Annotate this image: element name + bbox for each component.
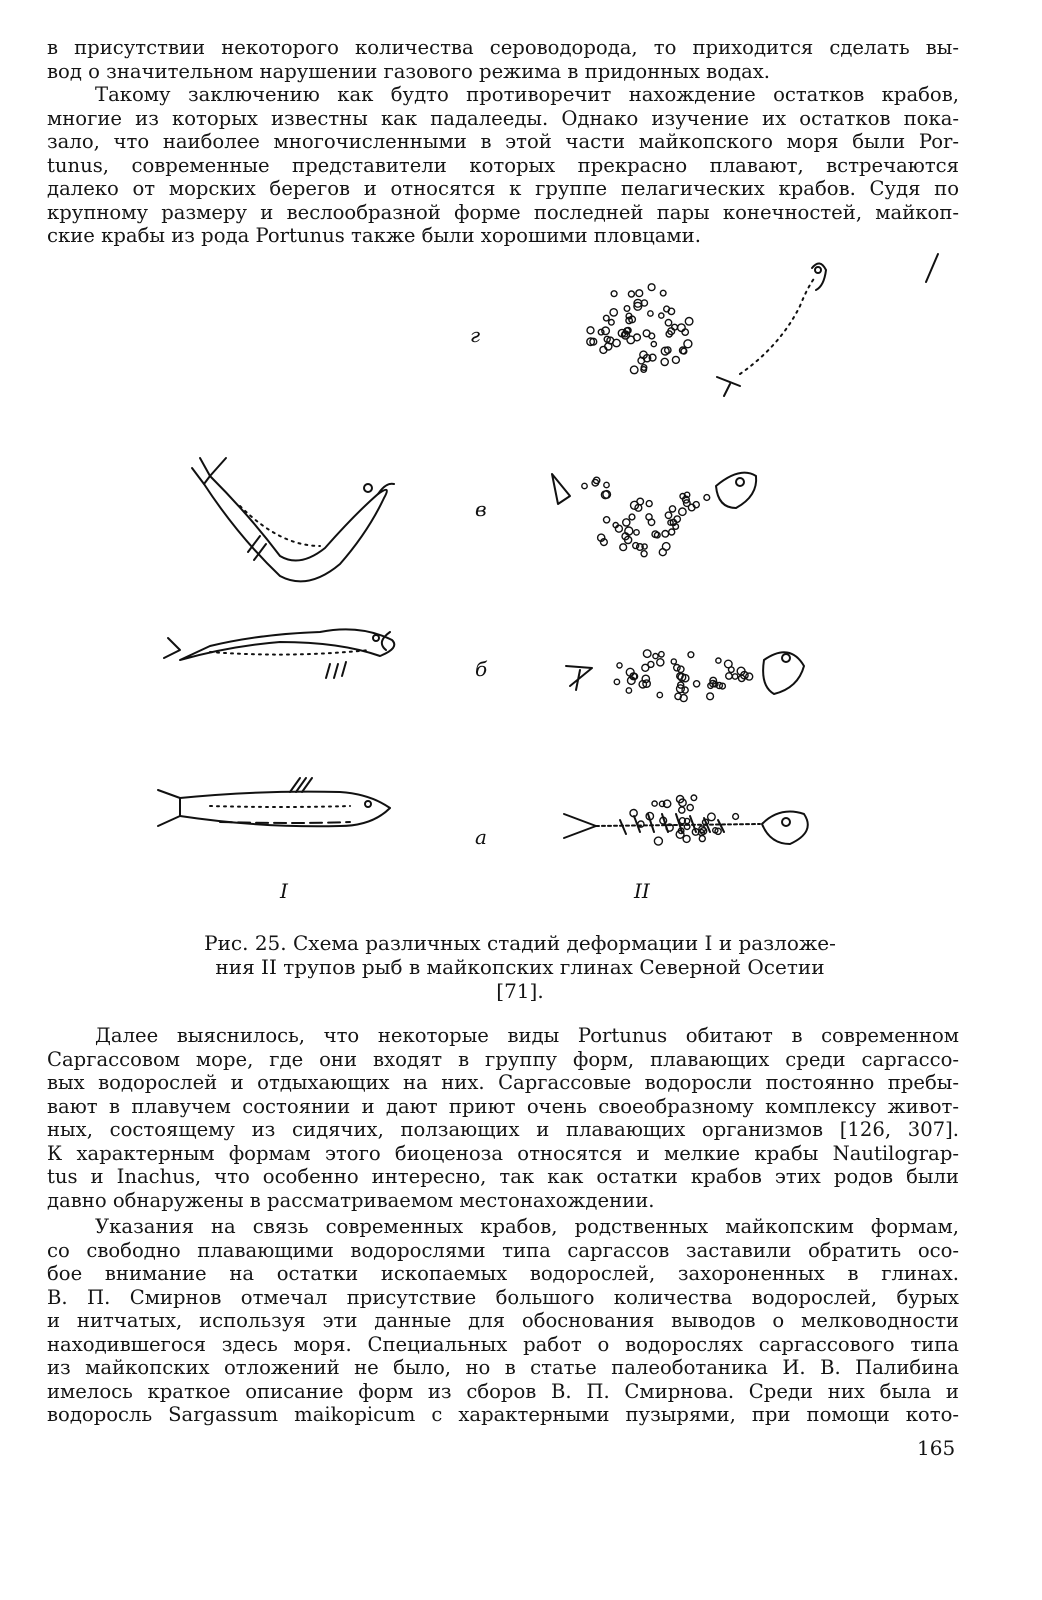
scale-dot [688,652,694,658]
text-line: из майкопских отложений не было, но в статье палеоботаника И. В. Палибина [47,1356,959,1379]
scale-dot [628,677,636,685]
scale-dot [679,508,686,515]
scale-dot [653,654,658,659]
figure-fish-decay-diagram [140,246,970,906]
scale-dot [676,831,684,839]
decay-stage-a [564,812,808,844]
scale-dot [659,549,666,556]
scale-dot [611,291,617,297]
scale-dot [716,658,721,663]
text-line: ские крабы из рода Portunus также были хорошими пловцами. [47,224,701,247]
scale-dot [687,805,693,811]
paragraph-4 [47,1215,959,1427]
scale-dot [657,692,662,697]
scale-dot [604,517,610,523]
text-line: зало, что наиболее многочисленными в этой части майкопского моря были Por- [47,130,959,153]
column-label-II: II [634,879,650,903]
scale-dot [641,551,647,557]
column-label-I: I [280,879,288,903]
paragraph-1 [47,36,959,83]
scale-dot [699,836,705,842]
text-line: ных, состоящему из сидячих, ползающих и плавающих организмов [126, 307]. [47,1118,959,1141]
scale-dot [685,318,693,326]
caption-line: Рис. 25. Схема различных стадий деформации I и разложе- [204,931,836,955]
scale-dot [610,309,617,316]
scale-dot [651,342,656,347]
scale-dot [665,512,671,518]
text-line: далеко от морских берегов и относятся к группе пелагических крабов. Судя по [47,177,959,200]
scale-dot [623,519,630,526]
scale-dot [654,837,662,845]
row-label-b: б [475,657,488,681]
scale-dot [604,315,610,321]
caption-line: ния II трупов рыб в майкопских глинах Северной Осетии [215,955,825,979]
scale-dot [707,693,714,700]
scale-dot [648,284,655,291]
scale-dot [620,544,627,551]
scale-dot [659,652,664,657]
text-line: многие из которых известны как падалееды. Однако изучение их остатков пока- [47,106,959,130]
scale-dot [634,334,641,341]
text-line: вают в плавучем состоянии и дают приют очень своеобразному комплексу живот- [47,1094,959,1118]
scale-dot [615,525,622,532]
scale-dot [657,659,664,666]
fish-curved [164,629,394,678]
scale-dot [678,324,686,332]
scale-dot [691,795,697,801]
text-line: бое внимание на остатки ископаемых водорослей, захороненных в глинах. [47,1262,959,1285]
scale-dot [628,291,634,297]
text-line: Далее выяснилось, что некоторые виды Portunus обитают в современном [95,1024,959,1047]
scale-dot [646,501,652,507]
scale-dot [704,495,710,501]
paragraph-2 [47,83,959,248]
scale-dot [726,673,732,679]
scale-dot [648,519,654,525]
text-line: водоросль Sargassum maikopicum с характерными пузырями, при помощи кото- [47,1403,959,1426]
scale-dot [629,514,635,520]
figure-caption [150,931,890,1003]
scale-dot [674,665,680,671]
text-line: крупному размеру и веслообразной форме последней пары конечностей, майкоп- [47,200,959,224]
scale-dot [626,688,631,693]
scale-dot [609,320,615,326]
scale-dot [672,356,679,363]
fish-straight [158,778,390,826]
decay-stage-b [566,652,804,694]
text-line: Саргассовом море, где они входят в группу форм, плавающих среди саргассо- [47,1047,959,1071]
scale-dot [684,340,692,348]
fish-diagram-svg [140,246,970,906]
scale-dot [669,506,675,512]
text-line: tus и Inachus, что особенно интересно, так как остатки крабов этих родов были [47,1165,959,1188]
scale-dot [665,320,671,326]
scale-dot [614,679,619,684]
scale-dot [725,660,733,668]
scale-dot [652,801,657,806]
text-line: в присутствии некоторого количества сероводорода, то приходится сделать вы- [47,36,959,59]
scale-dot [636,290,643,297]
scale-dot [659,313,664,318]
scale-dot [624,306,630,312]
text-line: имелось краткое описание форм из сборов В. П. Смирнова. Среди них была и [47,1379,959,1403]
caption-line: [71]. [496,979,544,1003]
text-line: вых водорослей и отдыхающих на них. Саргассовые водоросли постоянно пребы- [47,1071,959,1094]
scale-dot [630,366,638,374]
scale-dot [669,529,675,535]
scale-dot [708,813,716,821]
fish-bent-v [192,458,394,581]
text-line: tunus, современные представители которых прекрасно плавают, встречаются [47,153,959,177]
scale-dot [678,666,684,672]
scale-dot [643,650,651,658]
scale-dot [679,807,685,813]
text-line: давно обнаружены в рассматриваемом местонахождении. [47,1188,655,1212]
text-line: вод о значительном нарушении газового режима в придонных водах. [47,59,771,83]
paragraph-3 [47,1024,959,1212]
scale-dot [746,673,753,680]
scale-dot [582,483,587,488]
text-line: Указания на связь современных крабов, родственных майкопским формам, [95,1215,959,1238]
scale-dot [671,659,676,664]
row-label-a: а [475,825,487,849]
scale-dot [694,681,700,687]
scale-dot [633,543,639,549]
text-line: К характерным формам этого биоценоза относятся и мелкие крабы Nautilograp- [47,1141,959,1165]
text-line: находившегося здесь моря. Специальных работ о водорослях саргассового типа [47,1332,959,1356]
scale-dot [634,530,639,535]
text-line: Такому заключению как будто противоречит нахождение остатков крабов, [95,83,959,106]
scale-dot [733,814,739,820]
scale-dot [660,290,666,296]
text-line: В. П. Смирнов отмечал присутствие большого количества водорослей, бурых [47,1285,959,1309]
row-label-g: г [470,323,481,347]
text-line: и нитчатых, используя эти данные для обоснования выводов о мелководности [47,1309,959,1332]
scale-dot [649,333,655,339]
decay-stage-g [717,254,938,396]
scale-dot [661,358,668,365]
text-line: со свободно плавающими водорослями типа саргассов заставили обратить осо- [47,1238,959,1262]
page-number: 165 [917,1436,956,1460]
row-label-v: в [475,497,487,521]
scale-dot [648,311,653,316]
scale-dot [587,327,594,334]
scale-dot [662,531,669,538]
scale-dot [642,664,649,671]
scale-dot [604,482,609,487]
scale-dot [617,663,622,668]
decay-stage-v [552,473,756,508]
scale-dot [732,674,737,679]
